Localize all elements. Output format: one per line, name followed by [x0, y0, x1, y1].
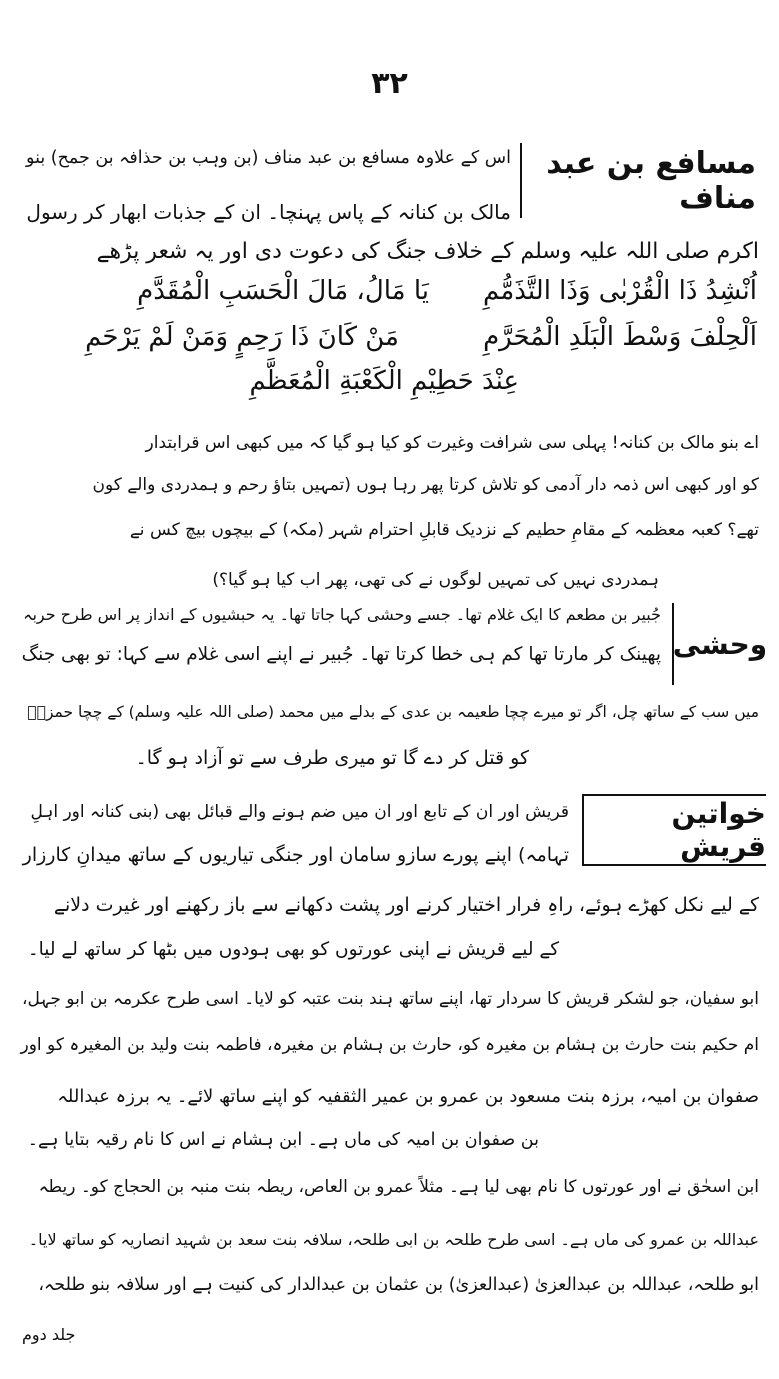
khawateen-line-2: تہامہ) اپنے پورے سازو سامان اور جنگی تیاریوں کے ساتھ میدانِ کارزار [22, 844, 569, 866]
wahshi-line-3: میں سب کے ساتھ چل، اگر تو میرے چچا طعیمہ بن عدی کے بدلے میں محمد (صلی اللہ علیہ وسلم) کے چچا حمزہؓ [27, 703, 759, 721]
heading-khawateen-text: خواتین قریش [671, 797, 766, 863]
translation-line-3: تھے؟ کعبہ معظمہ کے مقامِ حطیم کے نزدیک قابلِ احترام شہر (مکہ) کے بیچوں بیچ کس نے [129, 520, 759, 540]
para1-line-1: ابو سفیان، جو لشکر قریش کا سردار تھا، اپنے ساتھ ہند بنت عتبہ کو لایا۔ اسی طرح عکرمہ بن ابو جہل، [22, 989, 759, 1009]
wahshi-line-2: پھینک کر مارتا تھا کم ہی خطا کرتا تھا۔ جُبیر نے اپنے اسی غلام سے کہا: تو بھی جنگ [21, 644, 661, 665]
verse-2-right: مَنْ كَانَ ذَا رَحِمٍ وَمَنْ لَمْ يَرْحَمِ [85, 322, 399, 352]
verse-3-center: عِنْدَ حَطِيْمِ الْكَعْبَةِ الْمُعَظَّمِ [249, 366, 519, 396]
page-number: ٣٢ [371, 66, 408, 101]
section-heading-musafi [520, 143, 756, 218]
musafi-line-1: اس کے علاوہ مسافع بن عبد مناف (بن وہب بن حذافہ بن جمح) بنو [26, 148, 511, 168]
heading-musafi-text: مسافع بن عبد مناف [546, 145, 756, 216]
para2-line-1: ابن اسحٰق نے اور عورتوں کا نام بھی لیا ہے۔ مثلاً عمرو بن العاص، ریطہ بنت منبہ بن الحجاج کو۔ ریطہ [38, 1177, 759, 1197]
musafi-line-3: اکرم صلی اللہ علیہ وسلم کے خلاف جنگ کی دعوت دی اور یہ شعر پڑھے [96, 239, 759, 264]
section-heading-khawateen [582, 794, 766, 866]
khawateen-line-3: کے لیے نکل کھڑے ہوئے، راہِ فرار اختیار کرنے اور پشت دکھانے سے باز رکھنے اور غیرت دلانے [53, 894, 759, 916]
para1-line-3: صفوان بن امیہ، برزہ بنت مسعود بن عمرو بن عمیر الثقفیہ کو اپنے ساتھ لائے۔ یہ برزہ عبداللہ [57, 1086, 759, 1107]
heading-wahshi-text: وحشی [672, 627, 768, 661]
para2-line-3: ابو طلحہ، عبداللہ بن عبدالعزیٰ (عبدالعزیٰ) بن عثمان بن عبدالدار کی کنیت ہے اور سلافہ بنو طلحہ، [38, 1275, 759, 1295]
musafi-line-2: مالک بن کنانہ کے پاس پہنچا۔ ان کے جذبات ابھار کر رسول [26, 200, 511, 224]
translation-line-1: اے بنو مالک بن کنانہ! پہلی سی شرافت وغیرت کو کیا ہو گیا کہ میں کبھی اس قرابتدار [145, 433, 759, 453]
para2-line-2: عبداللہ بن عمرو کی ماں ہے۔ اسی طرح طلحہ بن ابی طلحہ، سلافہ بنت سعد بن شہید انصاریہ کو ساتھ لایا۔ [28, 1230, 759, 1249]
para1-line-4: بن صفوان بن امیہ کی ماں ہے۔ ابن ہشام نے اس کا نام رقیہ بتایا ہے۔ [27, 1130, 539, 1150]
verse-1-right: یَا مَالُ، مَالَ الْحَسَبِ الْمُقَدَّمِ [137, 276, 429, 306]
translation-line-2: کو اور کبھی اس ذمہ دار آدمی کو تلاش کرتا پھر رہا ہوں (تمہیں بتاؤ رحم و ہمدردی والے کون [92, 475, 759, 495]
wahshi-line-1: جُبیر بن مطعم کا ایک غلام تھا۔ جسے وحشی کہا جاتا تھا۔ یہ حبشیوں کے انداز پر اس طرح حربہ [23, 605, 661, 624]
khawateen-line-1: قریش اور ان کے تابع اور ان میں ضم ہونے والے قبائل بھی (بنی کنانہ اور اہلِ [30, 802, 569, 822]
khawateen-line-4: کے لیے قریش نے اپنی عورتوں کو بھی ہودوں میں بٹھا کر ساتھ لے لیا۔ [27, 939, 559, 960]
volume-label: جلد دوم [22, 1325, 76, 1344]
wahshi-line-4: کو قتل کر دے گا تو میری طرف سے تو آزاد ہو گا۔ [135, 747, 529, 769]
verse-1-left: اُنْشِدُ ذَا الْقُرْبٰی وَذَا التَّذَمُّمِ [483, 276, 757, 306]
translation-line-4: ہمدردی نہیں کی تمہیں لوگوں نے کی تھی، پھر اب کیا ہو گیا؟) [212, 570, 659, 590]
verse-2-left: اَلْحِلْفَ وَسْطَ الْبَلَدِ الْمُحَرَّمِ [483, 322, 757, 352]
para1-line-2: ام حکیم بنت حارث بن ہشام بن مغیرہ کو، حارث بن ہشام بن مغیرہ، فاطمہ بنت ولید بن المغیرہ کو اور [20, 1035, 759, 1055]
section-heading-wahshi [672, 603, 766, 685]
